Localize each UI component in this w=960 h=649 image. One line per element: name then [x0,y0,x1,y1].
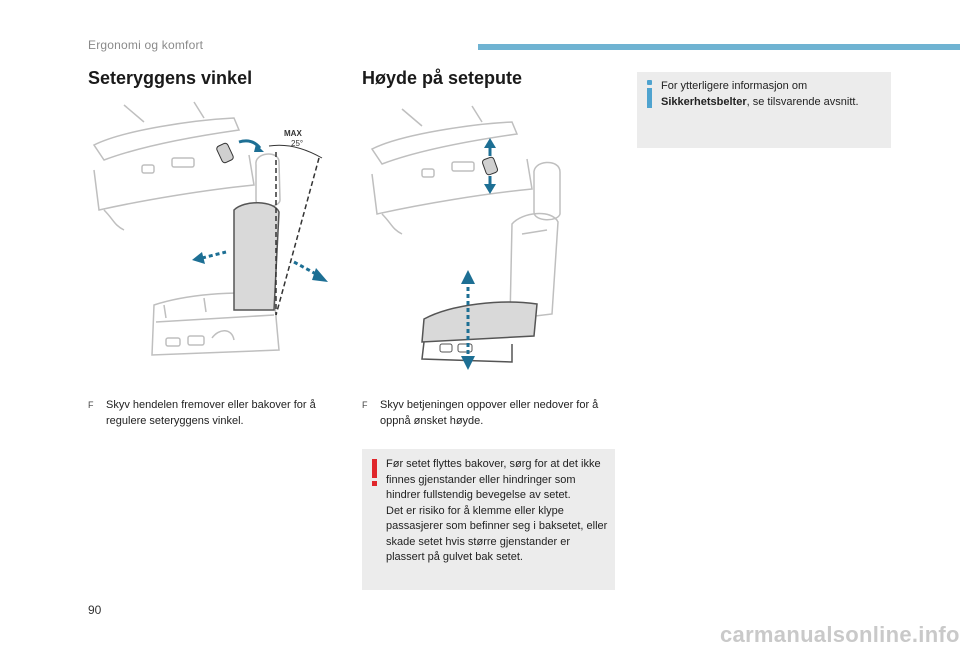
angle-label-max: MAX [284,129,302,138]
angle-label-degrees: 25° [291,139,304,148]
info-icon [647,80,652,110]
exclamation-warning-icon [372,459,377,487]
page-number: 90 [88,603,102,617]
seatback-angle-illustration [84,100,344,362]
heading-seatback-angle: Seteryggens vinkel [88,68,253,88]
bullet-text: Skyv betjeningen oppover eller nedover for å oppnå ønsket høyde. [380,399,599,427]
warning-line-1: Før setet flyttes bakover, sørg for at det ikke finnes gjenstander eller hindringer som hindrer fullstendig bevegelse av setet. [386,458,601,501]
header-accent-bar [478,44,960,50]
cushion-height-illustration [362,104,612,370]
heading-cushion-height: Høyde på setepute [362,68,523,88]
section-title: Ergonomi og komfort [88,38,204,52]
info-text-suffix: , se tilsvarende avsnitt. [746,96,859,108]
warning-line-2: Det er risiko for å klemme eller klype passasjerer som befinner seg i baksetet, eller skade setet hvis større gjenstander er plassert på gulvet bak setet. [386,504,608,563]
warning-box [362,449,615,590]
bullet-mark: F [362,400,368,410]
info-text-prefix: For ytterligere informasjon om [661,80,808,92]
info-link-seatbelts: Sikkerhetsbelter [661,96,747,108]
watermark: carmanualsonline.info [720,622,960,647]
bullet-seatback [88,397,354,429]
info-box [637,72,891,148]
bullet-mark: F [88,400,94,410]
bullet-cushion [362,397,630,429]
bullet-text: Skyv hendelen fremover eller bakover for å regulere seteryggens vinkel. [106,399,316,427]
